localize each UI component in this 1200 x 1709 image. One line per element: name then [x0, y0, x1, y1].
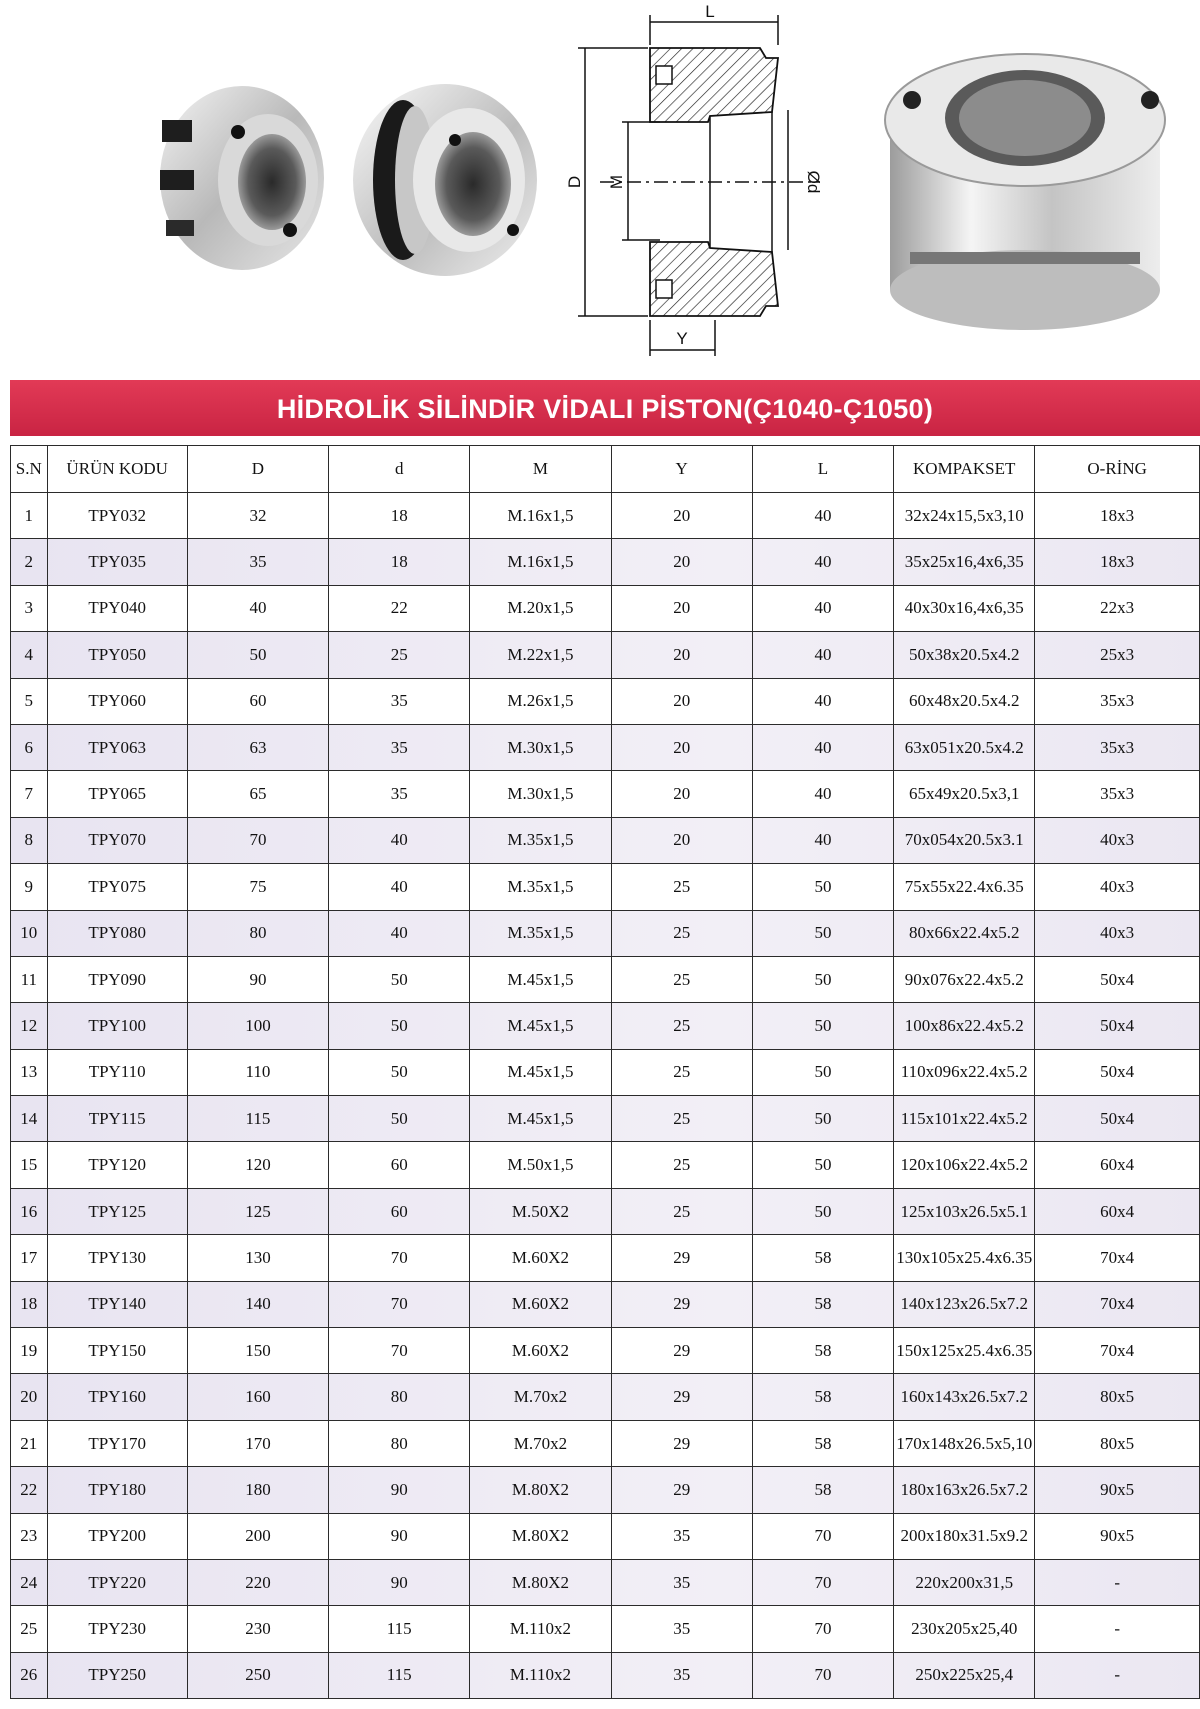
cell-sn: 14 [11, 1096, 48, 1142]
piston-photo-threaded [870, 40, 1180, 340]
cell-d-inner: 80 [329, 1420, 470, 1466]
cell-product-code: TPY063 [47, 724, 187, 770]
cell-product-code: TPY075 [47, 864, 187, 910]
table-row [11, 956, 1200, 1002]
header-sn: S.N [11, 446, 48, 493]
cell-kompakset: 40x30x16,4x6,35 [894, 585, 1035, 631]
cell-o-ring: 35x3 [1035, 678, 1200, 724]
cell-o-ring: 22x3 [1035, 585, 1200, 631]
cell-o-ring: 70x4 [1035, 1328, 1200, 1374]
cell-y: 20 [611, 493, 752, 539]
cell-o-ring: 40x3 [1035, 817, 1200, 863]
cell-y: 20 [611, 817, 752, 863]
table-row [11, 910, 1200, 956]
cell-d-outer: 70 [187, 817, 328, 863]
cell-l: 40 [752, 678, 893, 724]
cell-d-outer: 130 [187, 1235, 328, 1281]
cell-thread-m: M.50X2 [470, 1188, 611, 1234]
cell-product-code: TPY200 [47, 1513, 187, 1559]
cell-sn: 16 [11, 1188, 48, 1234]
section-drawing [560, 0, 830, 360]
table-row [11, 632, 1200, 678]
cell-sn: 15 [11, 1142, 48, 1188]
cell-l: 40 [752, 817, 893, 863]
piston-photo-grooved [345, 80, 545, 280]
dim-label-y: Y [676, 329, 688, 348]
header-d-inner: d [329, 446, 470, 493]
cell-l: 50 [752, 956, 893, 1002]
cell-product-code: TPY250 [47, 1652, 187, 1698]
cell-d-inner: 70 [329, 1281, 470, 1327]
cell-kompakset: 35x25x16,4x6,35 [894, 539, 1035, 585]
cell-l: 40 [752, 632, 893, 678]
cell-d-outer: 50 [187, 632, 328, 678]
cell-d-outer: 40 [187, 585, 328, 631]
cell-thread-m: M.20x1,5 [470, 585, 611, 631]
table-row [11, 1467, 1200, 1513]
cell-l: 50 [752, 1049, 893, 1095]
table-row [11, 817, 1200, 863]
cell-y: 35 [611, 1513, 752, 1559]
cell-d-outer: 150 [187, 1328, 328, 1374]
cell-o-ring: 35x3 [1035, 724, 1200, 770]
cell-sn: 6 [11, 724, 48, 770]
cell-kompakset: 200x180x31.5x9.2 [894, 1513, 1035, 1559]
table-row [11, 1559, 1200, 1605]
cell-product-code: TPY060 [47, 678, 187, 724]
cell-l: 58 [752, 1235, 893, 1281]
cell-d-inner: 40 [329, 864, 470, 910]
cell-o-ring: 90x5 [1035, 1513, 1200, 1559]
cell-d-inner: 115 [329, 1606, 470, 1652]
cell-o-ring: 50x4 [1035, 1096, 1200, 1142]
header-o-ring: O-RİNG [1035, 446, 1200, 493]
cell-d-inner: 50 [329, 956, 470, 1002]
cell-y: 25 [611, 910, 752, 956]
cell-thread-m: M.70x2 [470, 1420, 611, 1466]
table-row [11, 1606, 1200, 1652]
cell-y: 20 [611, 539, 752, 585]
cell-l: 58 [752, 1328, 893, 1374]
cell-l: 50 [752, 1096, 893, 1142]
cell-d-outer: 160 [187, 1374, 328, 1420]
table-row [11, 1420, 1200, 1466]
cell-o-ring: 18x3 [1035, 493, 1200, 539]
cell-d-inner: 50 [329, 1003, 470, 1049]
table-header-row [11, 446, 1200, 493]
cell-d-inner: 90 [329, 1559, 470, 1605]
cell-o-ring: 90x5 [1035, 1467, 1200, 1513]
cell-o-ring: 18x3 [1035, 539, 1200, 585]
cell-sn: 1 [11, 493, 48, 539]
cell-l: 58 [752, 1467, 893, 1513]
cell-sn: 17 [11, 1235, 48, 1281]
cell-kompakset: 50x38x20.5x4.2 [894, 632, 1035, 678]
table-body [11, 493, 1200, 1699]
cell-d-inner: 18 [329, 493, 470, 539]
cell-l: 40 [752, 539, 893, 585]
cell-d-outer: 180 [187, 1467, 328, 1513]
cell-o-ring: 50x4 [1035, 956, 1200, 1002]
cell-l: 70 [752, 1652, 893, 1698]
cell-kompakset: 90x076x22.4x5.2 [894, 956, 1035, 1002]
cell-product-code: TPY125 [47, 1188, 187, 1234]
cell-thread-m: M.110x2 [470, 1606, 611, 1652]
cell-o-ring: - [1035, 1652, 1200, 1698]
dim-label-m: M [607, 174, 626, 190]
cell-d-inner: 50 [329, 1096, 470, 1142]
cell-sn: 10 [11, 910, 48, 956]
cell-product-code: TPY220 [47, 1559, 187, 1605]
table-row [11, 771, 1200, 817]
cell-d-inner: 115 [329, 1652, 470, 1698]
table-row [11, 1142, 1200, 1188]
cell-o-ring: 25x3 [1035, 632, 1200, 678]
cell-thread-m: M.70x2 [470, 1374, 611, 1420]
cell-y: 25 [611, 1096, 752, 1142]
cell-thread-m: M.110x2 [470, 1652, 611, 1698]
cell-d-outer: 32 [187, 493, 328, 539]
cell-o-ring: 70x4 [1035, 1281, 1200, 1327]
cell-thread-m: M.60X2 [470, 1281, 611, 1327]
cell-product-code: TPY065 [47, 771, 187, 817]
cell-y: 35 [611, 1606, 752, 1652]
cell-product-code: TPY120 [47, 1142, 187, 1188]
cell-l: 40 [752, 493, 893, 539]
cell-l: 58 [752, 1281, 893, 1327]
cell-d-outer: 60 [187, 678, 328, 724]
cell-thread-m: M.60X2 [470, 1328, 611, 1374]
cell-sn: 21 [11, 1420, 48, 1466]
cell-kompakset: 65x49x20.5x3,1 [894, 771, 1035, 817]
page-title: HİDROLİK SİLİNDİR VİDALI PİSTON(Ç1040-Ç1050) [10, 380, 1200, 436]
header-l: L [752, 446, 893, 493]
cell-thread-m: M.16x1,5 [470, 493, 611, 539]
table-row [11, 493, 1200, 539]
cell-product-code: TPY100 [47, 1003, 187, 1049]
table-row [11, 724, 1200, 770]
cell-d-inner: 80 [329, 1374, 470, 1420]
table-row [11, 1049, 1200, 1095]
cell-thread-m: M.45x1,5 [470, 956, 611, 1002]
cell-d-inner: 70 [329, 1235, 470, 1281]
cell-d-outer: 80 [187, 910, 328, 956]
cell-o-ring: 80x5 [1035, 1374, 1200, 1420]
cell-thread-m: M.50x1,5 [470, 1142, 611, 1188]
cell-o-ring: 50x4 [1035, 1003, 1200, 1049]
cell-sn: 18 [11, 1281, 48, 1327]
cell-thread-m: M.45x1,5 [470, 1003, 611, 1049]
cell-sn: 24 [11, 1559, 48, 1605]
cell-o-ring: 35x3 [1035, 771, 1200, 817]
cell-product-code: TPY110 [47, 1049, 187, 1095]
cell-y: 25 [611, 864, 752, 910]
cell-kompakset: 32x24x15,5x3,10 [894, 493, 1035, 539]
cell-d-outer: 200 [187, 1513, 328, 1559]
cell-y: 20 [611, 724, 752, 770]
table-row [11, 1281, 1200, 1327]
cell-d-outer: 125 [187, 1188, 328, 1234]
header-d-outer: D [187, 446, 328, 493]
cell-sn: 20 [11, 1374, 48, 1420]
cell-o-ring: 80x5 [1035, 1420, 1200, 1466]
cell-y: 29 [611, 1467, 752, 1513]
cell-product-code: TPY150 [47, 1328, 187, 1374]
table-row [11, 678, 1200, 724]
cell-kompakset: 125x103x26.5x5.1 [894, 1188, 1035, 1234]
cell-sn: 22 [11, 1467, 48, 1513]
cell-d-outer: 250 [187, 1652, 328, 1698]
cell-thread-m: M.26x1,5 [470, 678, 611, 724]
table-row [11, 1513, 1200, 1559]
cell-d-inner: 50 [329, 1049, 470, 1095]
header-kompakset: KOMPAKSET [894, 446, 1035, 493]
cell-d-outer: 100 [187, 1003, 328, 1049]
cell-l: 50 [752, 1142, 893, 1188]
cell-kompakset: 170x148x26.5x5,10 [894, 1420, 1035, 1466]
table-row [11, 864, 1200, 910]
cell-thread-m: M.45x1,5 [470, 1049, 611, 1095]
cell-o-ring: - [1035, 1606, 1200, 1652]
cell-l: 40 [752, 585, 893, 631]
cell-product-code: TPY140 [47, 1281, 187, 1327]
table-row [11, 539, 1200, 585]
cell-l: 50 [752, 910, 893, 956]
cell-y: 29 [611, 1235, 752, 1281]
cell-product-code: TPY080 [47, 910, 187, 956]
cell-y: 25 [611, 1003, 752, 1049]
cell-thread-m: M.30x1,5 [470, 771, 611, 817]
cell-kompakset: 160x143x26.5x7.2 [894, 1374, 1035, 1420]
cell-kompakset: 130x105x25.4x6.35 [894, 1235, 1035, 1281]
dim-label-od: Ød [804, 170, 823, 194]
cell-product-code: TPY130 [47, 1235, 187, 1281]
header-thread-m: M [470, 446, 611, 493]
cell-product-code: TPY040 [47, 585, 187, 631]
cell-product-code: TPY230 [47, 1606, 187, 1652]
cell-y: 25 [611, 1188, 752, 1234]
cell-thread-m: M.35x1,5 [470, 817, 611, 863]
cell-o-ring: 40x3 [1035, 864, 1200, 910]
cell-thread-m: M.80X2 [470, 1513, 611, 1559]
cell-thread-m: M.35x1,5 [470, 910, 611, 956]
cell-product-code: TPY170 [47, 1420, 187, 1466]
cell-d-inner: 40 [329, 817, 470, 863]
cell-thread-m: M.22x1,5 [470, 632, 611, 678]
cell-l: 50 [752, 1003, 893, 1049]
cell-thread-m: M.16x1,5 [470, 539, 611, 585]
cell-y: 20 [611, 771, 752, 817]
cell-y: 25 [611, 956, 752, 1002]
cell-d-inner: 40 [329, 910, 470, 956]
cell-d-inner: 70 [329, 1328, 470, 1374]
cell-y: 20 [611, 632, 752, 678]
cell-d-inner: 35 [329, 771, 470, 817]
cell-o-ring: 60x4 [1035, 1188, 1200, 1234]
cell-d-outer: 115 [187, 1096, 328, 1142]
cell-l: 70 [752, 1513, 893, 1559]
cell-product-code: TPY050 [47, 632, 187, 678]
cell-d-inner: 60 [329, 1188, 470, 1234]
cell-thread-m: M.35x1,5 [470, 864, 611, 910]
cell-d-outer: 75 [187, 864, 328, 910]
cell-sn: 12 [11, 1003, 48, 1049]
cell-kompakset: 250x225x25,4 [894, 1652, 1035, 1698]
table-row [11, 1652, 1200, 1698]
cell-sn: 25 [11, 1606, 48, 1652]
cell-sn: 26 [11, 1652, 48, 1698]
cell-l: 40 [752, 771, 893, 817]
cell-sn: 8 [11, 817, 48, 863]
cell-l: 58 [752, 1420, 893, 1466]
cell-thread-m: M.60X2 [470, 1235, 611, 1281]
table-row [11, 1096, 1200, 1142]
cell-product-code: TPY035 [47, 539, 187, 585]
cell-y: 29 [611, 1374, 752, 1420]
cell-o-ring: 50x4 [1035, 1049, 1200, 1095]
table-row [11, 585, 1200, 631]
cell-d-outer: 65 [187, 771, 328, 817]
cell-d-inner: 90 [329, 1467, 470, 1513]
cell-y: 25 [611, 1049, 752, 1095]
cell-product-code: TPY115 [47, 1096, 187, 1142]
cell-d-outer: 140 [187, 1281, 328, 1327]
cell-kompakset: 230x205x25,40 [894, 1606, 1035, 1652]
cell-l: 50 [752, 864, 893, 910]
cell-l: 70 [752, 1606, 893, 1652]
cell-kompakset: 120x106x22.4x5.2 [894, 1142, 1035, 1188]
cell-sn: 5 [11, 678, 48, 724]
cell-o-ring: - [1035, 1559, 1200, 1605]
cell-y: 20 [611, 678, 752, 724]
cell-sn: 19 [11, 1328, 48, 1374]
cell-y: 29 [611, 1281, 752, 1327]
table-row [11, 1235, 1200, 1281]
cell-sn: 23 [11, 1513, 48, 1559]
cell-o-ring: 40x3 [1035, 910, 1200, 956]
cell-d-inner: 90 [329, 1513, 470, 1559]
cell-product-code: TPY180 [47, 1467, 187, 1513]
table-row [11, 1188, 1200, 1234]
cell-o-ring: 70x4 [1035, 1235, 1200, 1281]
cell-kompakset: 70x054x20.5x3.1 [894, 817, 1035, 863]
cell-y: 29 [611, 1328, 752, 1374]
cell-thread-m: M.45x1,5 [470, 1096, 611, 1142]
cell-thread-m: M.80X2 [470, 1559, 611, 1605]
cell-thread-m: M.30x1,5 [470, 724, 611, 770]
cell-product-code: TPY160 [47, 1374, 187, 1420]
cell-kompakset: 140x123x26.5x7.2 [894, 1281, 1035, 1327]
cell-thread-m: M.80X2 [470, 1467, 611, 1513]
cell-kompakset: 115x101x22.4x5.2 [894, 1096, 1035, 1142]
piston-spec-table [10, 445, 1200, 1699]
cell-d-inner: 35 [329, 724, 470, 770]
dim-label-d: D [565, 175, 584, 189]
cell-d-outer: 110 [187, 1049, 328, 1095]
cell-kompakset: 75x55x22.4x6.35 [894, 864, 1035, 910]
cell-sn: 2 [11, 539, 48, 585]
cell-product-code: TPY032 [47, 493, 187, 539]
cell-kompakset: 180x163x26.5x7.2 [894, 1467, 1035, 1513]
cell-y: 25 [611, 1142, 752, 1188]
cell-o-ring: 60x4 [1035, 1142, 1200, 1188]
cell-d-outer: 120 [187, 1142, 328, 1188]
table-row [11, 1003, 1200, 1049]
cell-y: 35 [611, 1652, 752, 1698]
header-y: Y [611, 446, 752, 493]
cell-kompakset: 100x86x22.4x5.2 [894, 1003, 1035, 1049]
cell-product-code: TPY090 [47, 956, 187, 1002]
cell-d-outer: 220 [187, 1559, 328, 1605]
cell-d-inner: 18 [329, 539, 470, 585]
cell-kompakset: 80x66x22.4x5.2 [894, 910, 1035, 956]
cell-kompakset: 110x096x22.4x5.2 [894, 1049, 1035, 1095]
cell-kompakset: 60x48x20.5x4.2 [894, 678, 1035, 724]
cell-d-outer: 170 [187, 1420, 328, 1466]
cell-sn: 4 [11, 632, 48, 678]
table-row [11, 1374, 1200, 1420]
cell-d-outer: 230 [187, 1606, 328, 1652]
cell-sn: 13 [11, 1049, 48, 1095]
cell-sn: 9 [11, 864, 48, 910]
cell-sn: 11 [11, 956, 48, 1002]
table-row [11, 1328, 1200, 1374]
cell-sn: 3 [11, 585, 48, 631]
piston-photo-slotted [150, 80, 335, 275]
cell-y: 29 [611, 1420, 752, 1466]
cell-d-outer: 35 [187, 539, 328, 585]
cell-d-inner: 35 [329, 678, 470, 724]
cell-y: 35 [611, 1559, 752, 1605]
cell-d-inner: 25 [329, 632, 470, 678]
cell-l: 40 [752, 724, 893, 770]
cell-d-outer: 90 [187, 956, 328, 1002]
cell-kompakset: 150x125x25.4x6.35 [894, 1328, 1035, 1374]
product-images [0, 0, 1200, 370]
cell-d-inner: 22 [329, 585, 470, 631]
cell-l: 70 [752, 1559, 893, 1605]
cell-d-inner: 60 [329, 1142, 470, 1188]
header-product-code: ÜRÜN KODU [47, 446, 187, 493]
cell-l: 58 [752, 1374, 893, 1420]
cell-kompakset: 63x051x20.5x4.2 [894, 724, 1035, 770]
cell-product-code: TPY070 [47, 817, 187, 863]
cell-d-outer: 63 [187, 724, 328, 770]
dim-label-l: L [705, 2, 715, 21]
cell-y: 20 [611, 585, 752, 631]
cell-kompakset: 220x200x31,5 [894, 1559, 1035, 1605]
cell-sn: 7 [11, 771, 48, 817]
cell-l: 50 [752, 1188, 893, 1234]
